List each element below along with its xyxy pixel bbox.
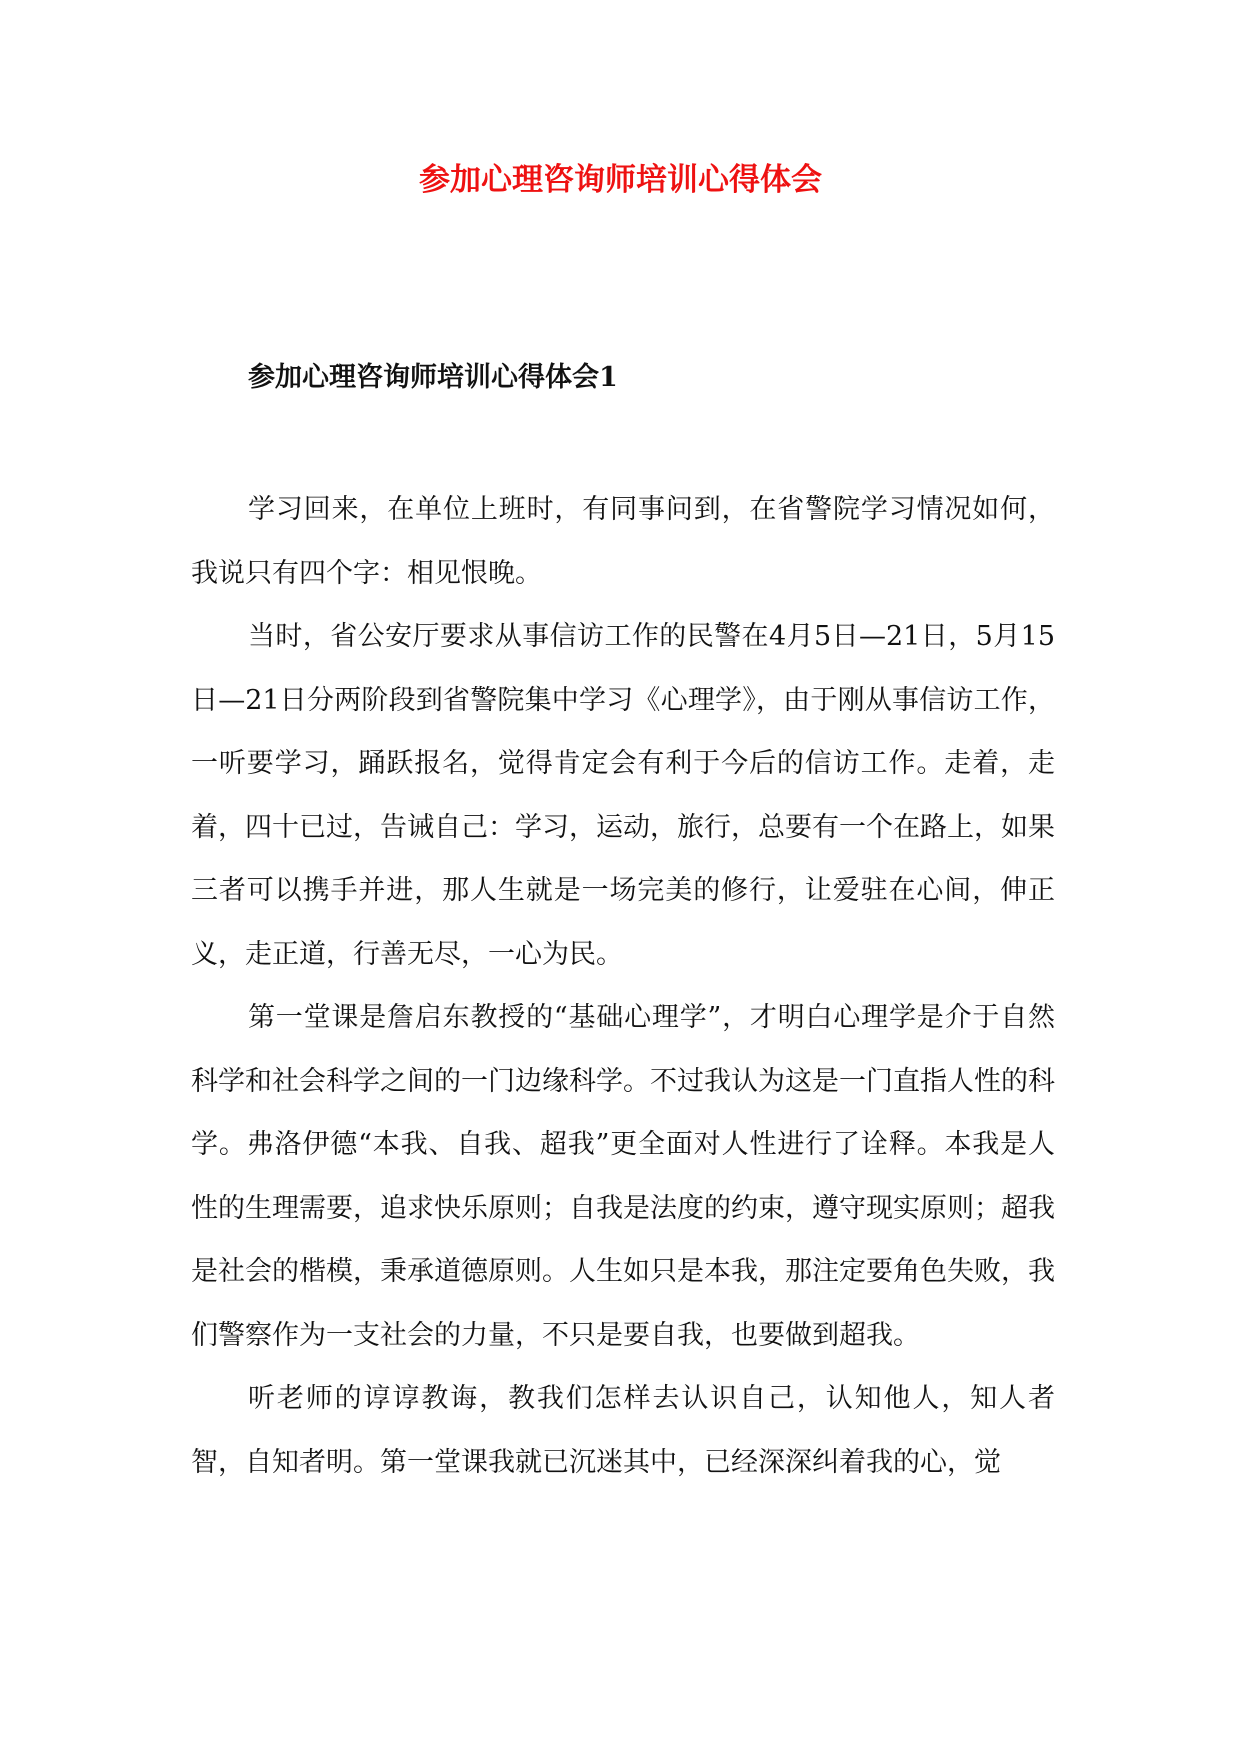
paragraph-1: 学习回来，在单位上班时，有同事问到，在省警院学习情况如何，我说只有四个字：相见恨晚。 xyxy=(191,494,1055,589)
paragraph-3: 第一堂课是詹启东教授的“基础心理学”，才明白心理学是介于自然科学和社会科学之间的一门边缘科学。不过我认为这是一门直指人性的科学。弗洛伊德“本我、自我、超我”更全面对人性进行了诠释。本我是人性的生理需要，追求快乐原则；自我是法度的约束，遵守现实原则；超我是社会的楷模，秉承道德原则。人生如只是本我，那注定要角色失败，我们警察作为一支社会的力量，不只是要自我，也要做到超我。 xyxy=(191,1002,1055,1351)
section-heading: 参加心理咨询师培训心得体会1 xyxy=(248,362,618,393)
document-body xyxy=(191,478,1055,1494)
paragraph-2: 当时，省公安厅要求从事信访工作的民警在4月5日—21日，5月15日—21日分两阶段到省警院集中学习《心理学》，由于刚从事信访工作，一听要学习，踊跃报名，觉得肯定会有利于今后的信访工作。走着，走着，四十已过，告诫自己：学习，运动，旅行，总要有一个在路上，如果三者可以携手并进，那人生就是一场完美的修行，让爱驻在心间，伸正义，走正道，行善无尽，一心为民。 xyxy=(191,621,1055,970)
document-title: 参加心理咨询师培训心得体会 xyxy=(419,162,822,198)
paragraph-4: 听老师的谆谆教诲，教我们怎样去认识自己，认知他人，知人者智，自知者明。第一堂课我就已沉迷其中，已经深深纠着我的心，觉 xyxy=(191,1383,1055,1478)
